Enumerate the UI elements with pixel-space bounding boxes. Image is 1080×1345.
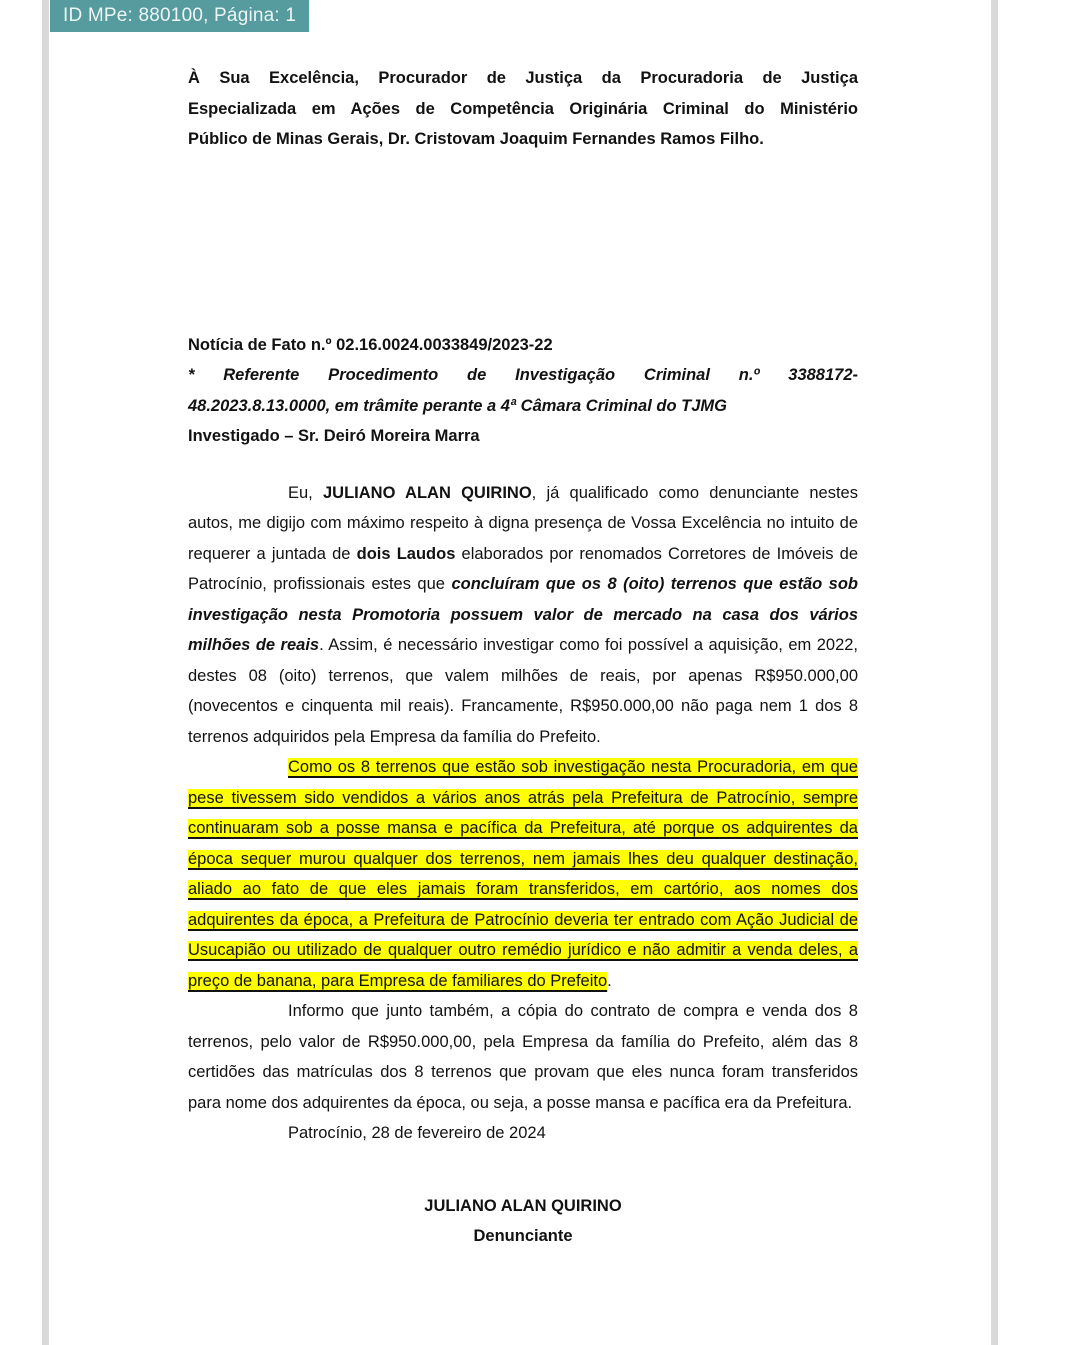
body-paragraph-3 [188,996,858,1118]
body-paragraph-1 [188,478,858,753]
addressee-line-3 [188,124,858,155]
signature-name-segment: JULIANO ALAN QUIRINO [424,1196,622,1215]
spacer [188,1149,858,1191]
body-paragraph-1-segment: JULIANO ALAN QUIRINO [323,483,532,502]
spacer [188,155,858,330]
case-number-line-segment: Notícia de Fato n.º 02.16.0024.0033849/2023-22 [188,335,553,354]
body-paragraph-2-highlighted-segment: Como os 8 terrenos que estão sob investigação nesta Procuradoria, em que pese tivessem sido vendidos a vários anos atrás pela Prefeitura de Patrocínio, sempre continuaram sob a posse mansa e pacífica da Prefeitura, até porque os adquirentes da época sequer murou qualquer dos terrenos, nem jamais lhes deu qualquer destinação, aliado ao fato de que eles jamais foram transferidos, em cartório, aos nomes dos adquirentes da época, a Prefeitura de Patrocínio deveria ter entrado com Ação Judicial de Usucapião ou utilizado de qualquer outro remédio jurídico e não admitir a venda deles, a preço de banana, para Empresa de familiares do Prefeito [188,758,858,990]
investigated-line [188,421,858,452]
addressee-line-2 [188,94,858,125]
case-number-line [188,330,858,361]
signature-role-segment: Denunciante [473,1227,573,1245]
body-paragraph-1-segment: , já qualificado como denunciante nestes autos, me digijo com máximo respeito à digna presença de Vossa Excelência no intuito de requerer a juntada de [188,483,858,563]
spacer [188,452,858,478]
document-content [49,0,991,1252]
date-line [188,1118,858,1149]
body-paragraph-2-highlighted-segment: . [607,971,612,990]
body-paragraph-2-highlighted [188,752,858,996]
reference-line-2-segment: 48.2023.8.13.0000, em trâmite perante a 4ª Câmara Criminal do TJMG [188,396,727,415]
body-paragraph-1-segment: elaborados por renomados Corretores de Imóveis de Patrocínio, profissionais estes que [188,544,858,593]
reference-line-2 [188,391,858,422]
body-paragraph-1-segment: dois Laudos [356,544,456,563]
body-paragraph-1-segment: . Assim, é necessário investigar como foi possível a aquisição, em 2022, destes 08 (oito) terrenos, que valem milhões de reais, por apenas R$950.000,00 (novecentos e cinquenta mil reais). Francamente, R$950.000,00 não paga nem 1 dos 8 terrenos adquiridos pela Empresa da família do Prefeito. [188,636,859,746]
addressee-line-3-segment: Público de Minas Gerais, Dr. Cristovam Joaquim Fernandes Ramos Filho. [188,130,764,148]
addressee-line-2-segment: Especializada em Ações de Competência Originária Criminal do Ministério [188,99,858,118]
reference-line-1-segment: * Referente Procedimento de Investigação Criminal n.º 3388172- [188,366,858,384]
body-paragraph-3-segment: Informo que junto também, a cópia do contrato de compra e venda dos 8 terrenos, pelo valor de R$950.000,00, pela Empresa da família do Prefeito, além das 8 certidões das matrículas dos 8 terrenos que provam que eles nunca foram transferidos para nome dos adquirentes da época, ou seja, a posse mansa e pacífica era da Prefeitura. [188,1002,858,1112]
body-paragraph-1-segment: concluíram que os 8 (oito) terrenos que estão sob investigação nesta Promotoria possuem valor de mercado na casa dos vários milhões de reais [188,575,858,654]
signature-role [188,1221,858,1252]
document-page [42,0,998,1345]
body-paragraph-1-segment: Eu, [288,483,323,502]
addressee-line-1-segment: À Sua Excelência, Procurador de Justiça da Procuradoria de Justiça [188,69,858,87]
reference-line-1 [188,360,858,391]
signature-name [188,1191,858,1222]
addressee-line-1 [188,63,858,94]
investigated-line-segment: Investigado – Sr. Deiró Moreira Marra [188,427,480,445]
date-line-segment: Patrocínio, 28 de fevereiro de 2024 [288,1124,546,1142]
page-id-badge: ID MPe: 880100, Página: 1 [50,0,309,32]
